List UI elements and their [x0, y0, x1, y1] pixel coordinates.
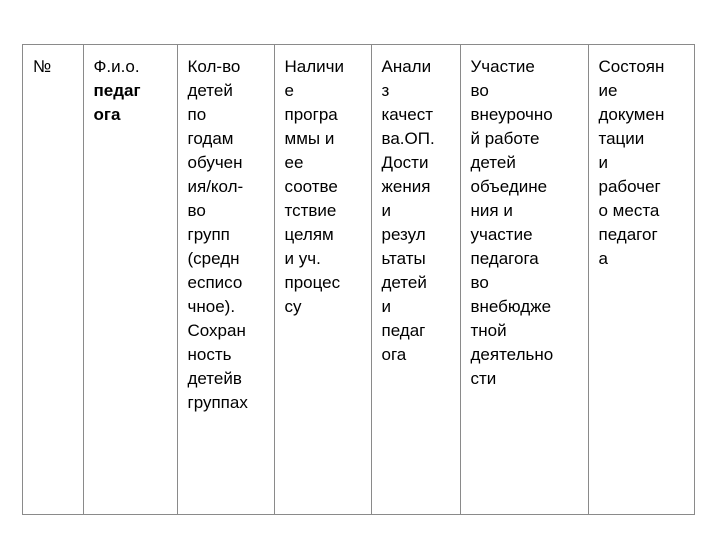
col-documentation-line: а — [598, 249, 608, 268]
col-quality-analysis-line: детей — [381, 273, 427, 292]
col-fio-line: педаг — [93, 81, 141, 100]
col-program-line: су — [284, 297, 302, 316]
col-extracurricular-line: сти — [470, 369, 497, 388]
col-number — [23, 45, 83, 514]
col-quality-analysis-line: резул — [381, 225, 426, 244]
col-children-count-line: Кол-во — [187, 57, 241, 76]
col-documentation-line: педагог — [598, 225, 658, 244]
col-extracurricular-line: внеурочно — [470, 105, 553, 124]
col-program-line: Наличи — [284, 57, 344, 76]
col-program-line: програ — [284, 105, 338, 124]
col-children-count-line: Сохран — [187, 321, 246, 340]
col-children-count-line: ия/кол- — [187, 177, 244, 196]
col-extracurricular-line: деятельно — [470, 345, 554, 364]
col-children-count-line: группах — [187, 393, 248, 412]
col-documentation-line: ие — [598, 81, 618, 100]
col-program-line: целям — [284, 225, 334, 244]
col-program — [274, 45, 371, 514]
col-children-count-line: чное). — [187, 297, 236, 316]
col-extracurricular-line: участие — [470, 225, 533, 244]
col-documentation-line: о места — [598, 201, 660, 220]
col-number-line: № — [33, 57, 52, 76]
col-children-count-line: годам — [187, 129, 234, 148]
col-program-line: ее — [284, 153, 304, 172]
col-program-line: ммы и — [284, 129, 335, 148]
col-extracurricular-line: во — [470, 81, 489, 100]
document-table — [22, 44, 695, 515]
col-children-count-line: (средн — [187, 249, 240, 268]
col-children-count — [177, 45, 274, 514]
col-documentation-line: докумен — [598, 105, 665, 124]
col-documentation — [588, 45, 696, 514]
col-children-count-line: групп — [187, 225, 230, 244]
col-documentation-line: Состоян — [598, 57, 665, 76]
col-extracurricular-line: педагога — [470, 249, 539, 268]
col-fio-line: Ф.и.о. — [93, 57, 140, 76]
col-quality-analysis-line: ьтаты — [381, 249, 426, 268]
col-fio — [83, 45, 177, 514]
col-quality-analysis-line: качест — [381, 105, 433, 124]
col-quality-analysis-line: Анали — [381, 57, 432, 76]
col-extracurricular-line: объедине — [470, 177, 548, 196]
col-documentation-line: тации — [598, 129, 645, 148]
header-grid — [23, 45, 696, 514]
col-extracurricular-line: во — [470, 273, 489, 292]
col-quality-analysis-line: и — [381, 297, 391, 316]
col-quality-analysis-line: и — [381, 201, 391, 220]
col-children-count-line: обучен — [187, 153, 243, 172]
col-documentation-line: рабочег — [598, 177, 661, 196]
col-extracurricular-line: ния и — [470, 201, 513, 220]
header-row — [23, 45, 696, 514]
col-extracurricular-line: Участие — [470, 57, 535, 76]
col-extracurricular — [460, 45, 588, 514]
col-children-count-line: детейв — [187, 369, 242, 388]
col-children-count-line: детей — [187, 81, 233, 100]
col-children-count-line: по — [187, 105, 207, 124]
col-program-line: тствие — [284, 201, 337, 220]
col-extracurricular-line: тной — [470, 321, 507, 340]
col-quality-analysis-line: ва.ОП. — [381, 129, 435, 148]
col-quality-analysis-line: Дости — [381, 153, 429, 172]
col-quality-analysis-line: з — [381, 81, 390, 100]
col-extracurricular-line: внебюдже — [470, 297, 552, 316]
col-documentation-line: и — [598, 153, 608, 172]
col-extracurricular-line: детей — [470, 153, 516, 172]
col-program-line: процес — [284, 273, 341, 292]
col-quality-analysis-line: педаг — [381, 321, 426, 340]
col-quality-analysis — [371, 45, 460, 514]
col-children-count-line: во — [187, 201, 206, 220]
col-program-line: соотве — [284, 177, 338, 196]
col-children-count-line: есписо — [187, 273, 243, 292]
col-program-line: и уч. — [284, 249, 321, 268]
col-program-line: е — [284, 81, 294, 100]
col-children-count-line: ность — [187, 345, 232, 364]
col-extracurricular-line: й работе — [470, 129, 540, 148]
col-fio-line: ога — [93, 105, 121, 124]
col-quality-analysis-line: жения — [381, 177, 431, 196]
col-quality-analysis-line: ога — [381, 345, 407, 364]
